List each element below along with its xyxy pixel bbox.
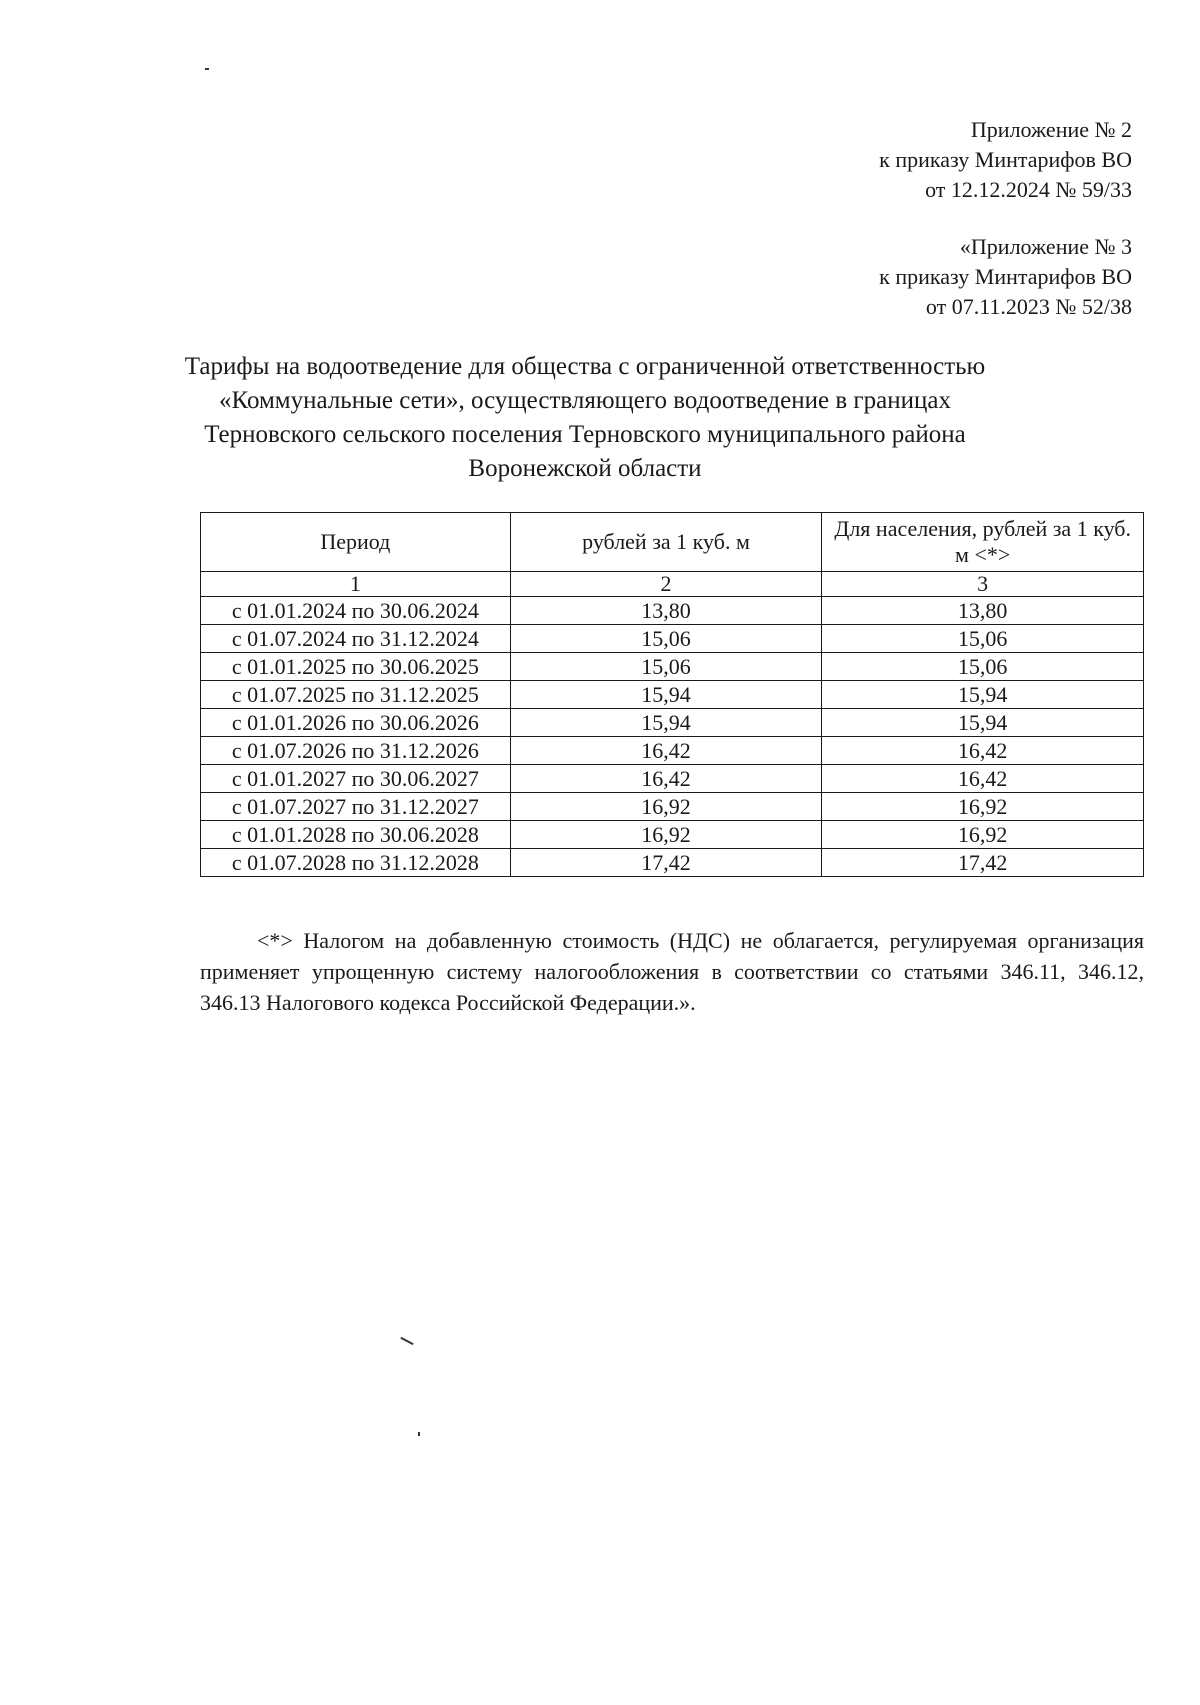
period-cell: с 01.01.2026 по 30.06.2026 (201, 709, 511, 737)
period-cell: с 01.01.2024 по 30.06.2024 (201, 597, 511, 625)
column-number: 1 (201, 572, 511, 597)
table-row (201, 737, 1144, 765)
table-row (201, 653, 1144, 681)
title-line: Тарифы на водоотведение для общества с ограниченной ответственностью (184, 353, 986, 380)
table-row (201, 709, 1144, 737)
period-cell: с 01.01.2028 по 30.06.2028 (201, 821, 511, 849)
population-price-cell: 17,42 (822, 849, 1144, 877)
appendix-current-header (879, 115, 1132, 205)
population-price-cell: 16,92 (822, 821, 1144, 849)
price-cell: 16,92 (510, 821, 822, 849)
table-row (201, 681, 1144, 709)
price-cell: 15,06 (510, 653, 822, 681)
period-cell: с 01.07.2028 по 31.12.2028 (201, 849, 511, 877)
period-cell: с 01.07.2025 по 31.12.2025 (201, 681, 511, 709)
price-cell: 16,92 (510, 793, 822, 821)
scan-speck (400, 1337, 413, 1345)
column-number: 2 (510, 572, 822, 597)
table-row (201, 793, 1144, 821)
footnote-text: <*> Налогом на добавленную стоимость (НДС) не облагается, регулируемая организация применяет упрощенную систему налогообложения в соответствии со статьями 346.11, 346.12, 346.13 Налогового кодекса Российской Федерации.». (200, 928, 1144, 1015)
population-price-cell: 16,42 (822, 765, 1144, 793)
appendix-number: Приложение № 2 (970, 117, 1132, 142)
footnote (200, 925, 1144, 1018)
appendix-previous-header (879, 232, 1132, 322)
table-row (201, 849, 1144, 877)
period-cell: с 01.07.2024 по 31.12.2024 (201, 625, 511, 653)
header-period: Период (201, 513, 511, 572)
scan-speck (418, 1432, 420, 1436)
document-title (150, 350, 1020, 486)
population-price-cell: 15,94 (822, 681, 1144, 709)
population-price-cell: 15,06 (822, 625, 1144, 653)
table-row (201, 625, 1144, 653)
title-line: Терновского сельского поселения Терновского муниципального района (204, 421, 966, 448)
title-line: Воронежской области (468, 455, 702, 482)
price-cell: 16,42 (510, 737, 822, 765)
header-price: рублей за 1 куб. м (510, 513, 822, 572)
period-cell: с 01.01.2027 по 30.06.2027 (201, 765, 511, 793)
tariff-table (200, 512, 1144, 877)
appendix-order-date: от 07.11.2023 № 52/38 (925, 294, 1132, 319)
appendix-order-date: от 12.12.2024 № 59/33 (925, 177, 1132, 202)
price-cell: 16,42 (510, 765, 822, 793)
column-number-row (201, 572, 1144, 597)
price-cell: 15,94 (510, 681, 822, 709)
table-row (201, 821, 1144, 849)
price-cell: 17,42 (510, 849, 822, 877)
population-price-cell: 16,92 (822, 793, 1144, 821)
appendix-number: «Приложение № 3 (959, 234, 1132, 259)
period-cell: с 01.07.2026 по 31.12.2026 (201, 737, 511, 765)
table-header-row (201, 513, 1144, 572)
appendix-order-ref: к приказу Минтарифов ВО (879, 264, 1132, 289)
price-cell: 13,80 (510, 597, 822, 625)
population-price-cell: 15,94 (822, 709, 1144, 737)
appendix-order-ref: к приказу Минтарифов ВО (879, 147, 1132, 172)
scan-speck (205, 68, 209, 70)
population-price-cell: 16,42 (822, 737, 1144, 765)
column-number: 3 (822, 572, 1144, 597)
population-price-cell: 15,06 (822, 653, 1144, 681)
header-population-price: Для населения, рублей за 1 куб. м <*> (822, 513, 1144, 572)
population-price-cell: 13,80 (822, 597, 1144, 625)
price-cell: 15,94 (510, 709, 822, 737)
title-line: «Коммунальные сети», осуществляющего водоотведение в границах (219, 387, 951, 414)
period-cell: с 01.07.2027 по 31.12.2027 (201, 793, 511, 821)
table-row (201, 765, 1144, 793)
price-cell: 15,06 (510, 625, 822, 653)
table-row (201, 597, 1144, 625)
period-cell: с 01.01.2025 по 30.06.2025 (201, 653, 511, 681)
